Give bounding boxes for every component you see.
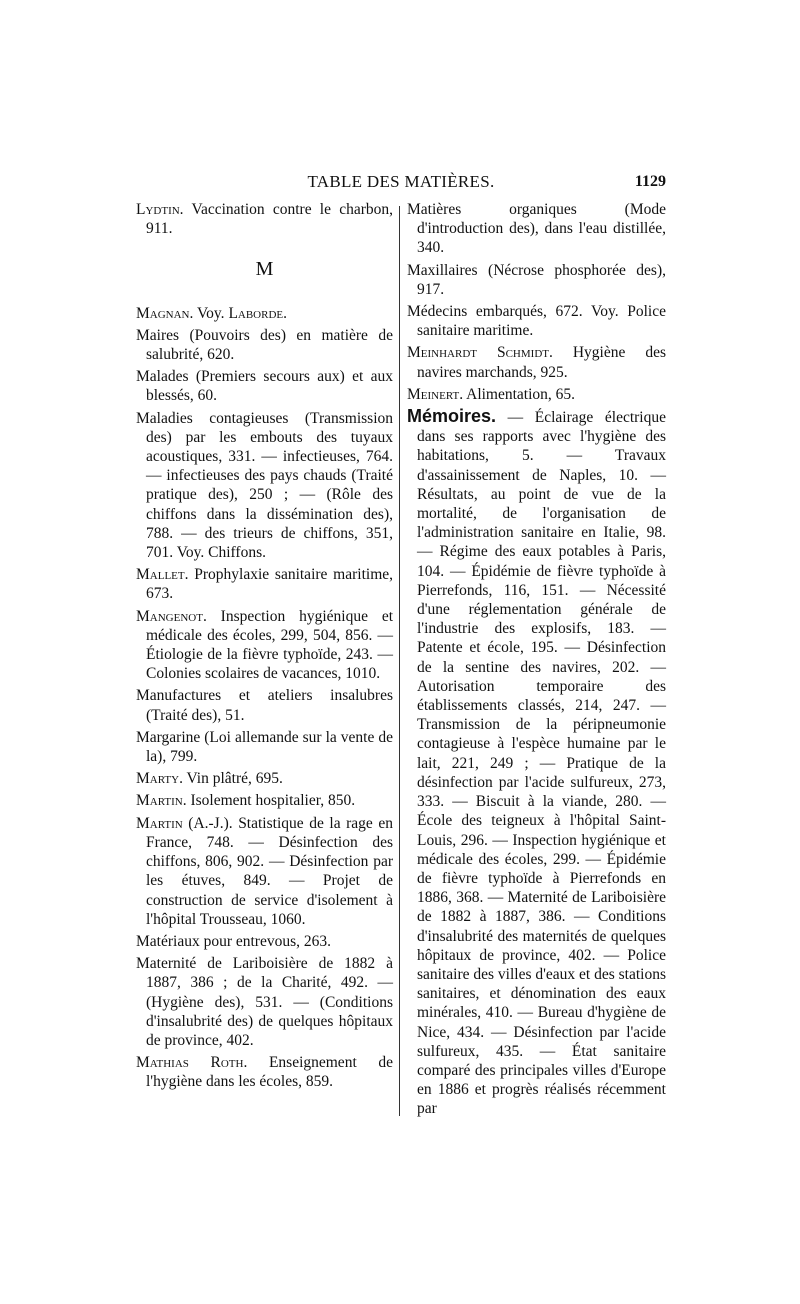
index-entry-maires: Maires (Pouvoirs des) en matière de salubrité, 620. xyxy=(136,326,393,364)
index-entry-martin-aj xyxy=(136,814,393,929)
entry-text: Enseignement de l'hygiène dans les écoles, 859. xyxy=(146,1054,393,1091)
author-name: Marty. xyxy=(136,770,183,788)
author-name: Meinhardt Schmidt. xyxy=(407,344,553,362)
author-name: Meinert. xyxy=(407,385,464,403)
entry-text: Inspection hygiénique et médicale des écoles, 299, 504, 856. — Étiologie de la fièvre typhoïde, 243. — Colonies scolaires de vacances, 1010. xyxy=(146,607,393,683)
author-name: Mallet. xyxy=(136,566,189,584)
entry-text: (A.-J.). Statistique de la rage en France, 748. — Désinfection des chiffons, 806, 902. — Désinfection par les étuves, 849. — Projet de construction de service d'isolement à l'hôpital Trousseau, 1060. xyxy=(146,814,393,928)
author-name: Mathias Roth. xyxy=(136,1054,248,1072)
entry-text: Vaccination contre le charbon, 911. xyxy=(146,201,393,238)
index-entry-mangenot xyxy=(136,607,393,684)
author-name: Martin. xyxy=(136,792,187,810)
index-entry-manufactures: Manufactures et ateliers insalubres (Traité des), 51. xyxy=(136,687,393,724)
section-letter: M xyxy=(255,258,274,281)
heading-word: Mémoires. xyxy=(407,406,497,427)
entry-text: Isolement hospitalier, 850. xyxy=(186,792,356,810)
index-entry-malades: Malades (Premiers secours aux) et aux blessés, 60. xyxy=(136,368,393,405)
page-header xyxy=(136,172,666,198)
index-entry-mathias-roth xyxy=(136,1053,393,1091)
entry-text: Prophylaxie sanitaire maritime, 673. xyxy=(146,566,393,603)
index-entry-maladies: Maladies contagieuses (Transmission des) par les embouts des tuyaux acoustiques, 331. — infectieuses, 764. — infectieuses des pays chauds (Traité pratique des), 250 ; — (Rôle des chiffons dans la dissémination des), 788. — des trieurs de chiffons, 351, 701. Voy. Chiffons. xyxy=(136,409,393,562)
author-name: Magnan. xyxy=(136,304,194,322)
index-entry-maxillaires: Maxillaires (Nécrose phosphorée des), 917. xyxy=(407,261,666,298)
index-entry-magnan xyxy=(136,304,393,323)
entry-text: Vin plâtré, 695. xyxy=(182,770,283,788)
index-entry-lydtin xyxy=(136,200,393,238)
right-column xyxy=(407,200,666,1122)
entry-text: Alimentation, 65. xyxy=(463,385,576,403)
left-column xyxy=(136,200,393,1095)
entry-text: Voy. xyxy=(193,304,229,322)
page-number: 1129 xyxy=(634,173,666,190)
index-entry-martin xyxy=(136,791,393,810)
index-entry-maternite: Maternité de Lariboisière de 1882 à 1887, 386 ; de la Charité, 492. — (Hygiène des), 531. — (Conditions d'insalubrité des) de quelques hôpitaux de province, 402. xyxy=(136,955,393,1049)
cross-reference: Laborde. xyxy=(228,304,288,322)
index-entry-marty xyxy=(136,769,393,788)
column-divider xyxy=(399,206,400,1116)
index-entry-margarine: Margarine (Loi allemande sur la vente de la), 799. xyxy=(136,728,393,766)
author-name: Mangenot. xyxy=(136,607,207,625)
author-name: Lydtin. xyxy=(136,201,184,218)
index-entry-meinert xyxy=(407,385,666,404)
entry-text: Hygiène des navires marchands, 925. xyxy=(417,344,666,381)
index-entry-materiaux: Matériaux pour entrevous, 263. xyxy=(136,932,331,950)
index-entry-matieres: Matières organiques (Mode d'introduction des), dans l'eau distillée, 340. xyxy=(407,201,666,257)
index-entry-memoires xyxy=(407,407,666,1119)
running-title: TABLE DES MATIÈRES. xyxy=(307,172,495,191)
index-entry-medecins: Médecins embarqués, 672. Voy. Police sanitaire maritime. xyxy=(407,303,666,340)
author-name: Martin xyxy=(136,814,183,832)
index-entry-meinhardt xyxy=(407,343,666,381)
entry-text: — Éclairage électrique dans ses rapports avec l'hygiène des habitations, 5. — Travaux d'assainissement de Naples, 10. — Résultats, au point de vue de la mortalité, de l'organisation de l'administration sanitaire en Italie, 98. — Régime des eaux potables à Paris, 104. — Épidémie de fièvre typhoïde à Pierrefonds, 116, 151. — Nécessité d'une réglementation générale de l'industrie des explosifs, 183. — Patente et école, 195. — Désinfection de la sentine des navires, 202. — Autorisation temporaire des établissements classés, 214, 247. — Transmission de la péripneumonie contagieuse à l'espèce humaine par le lait, 221, 249 ; — Pratique de la désinfection par l'acide sulfureux, 273, 333. — Biscuit à la viande, 280. — École des teigneux à l'hôpital Saint-Louis, 296. — Inspection hygiénique et médicale des écoles, 299. — Épidémie de fièvre typhoïde à Pierrefonds en 1886, 368. — Maternité de Lariboisière de 1882 à 1887, 386. — Conditions d'insalubrité des maternités de quelques hôpitaux de province, 402. — Police sanitaire des villes d'eaux et des stations sanitaires, et dénomination des eaux minérales, 410. — Bureau d'hygiène de Nice, 434. — Désinfection par l'acide sulfureux, 435. — État sanitaire comparé des principales villes d'Europe en 1886 et progrès réalisés récemment par xyxy=(417,409,667,1118)
index-entry-mallet xyxy=(136,565,393,603)
